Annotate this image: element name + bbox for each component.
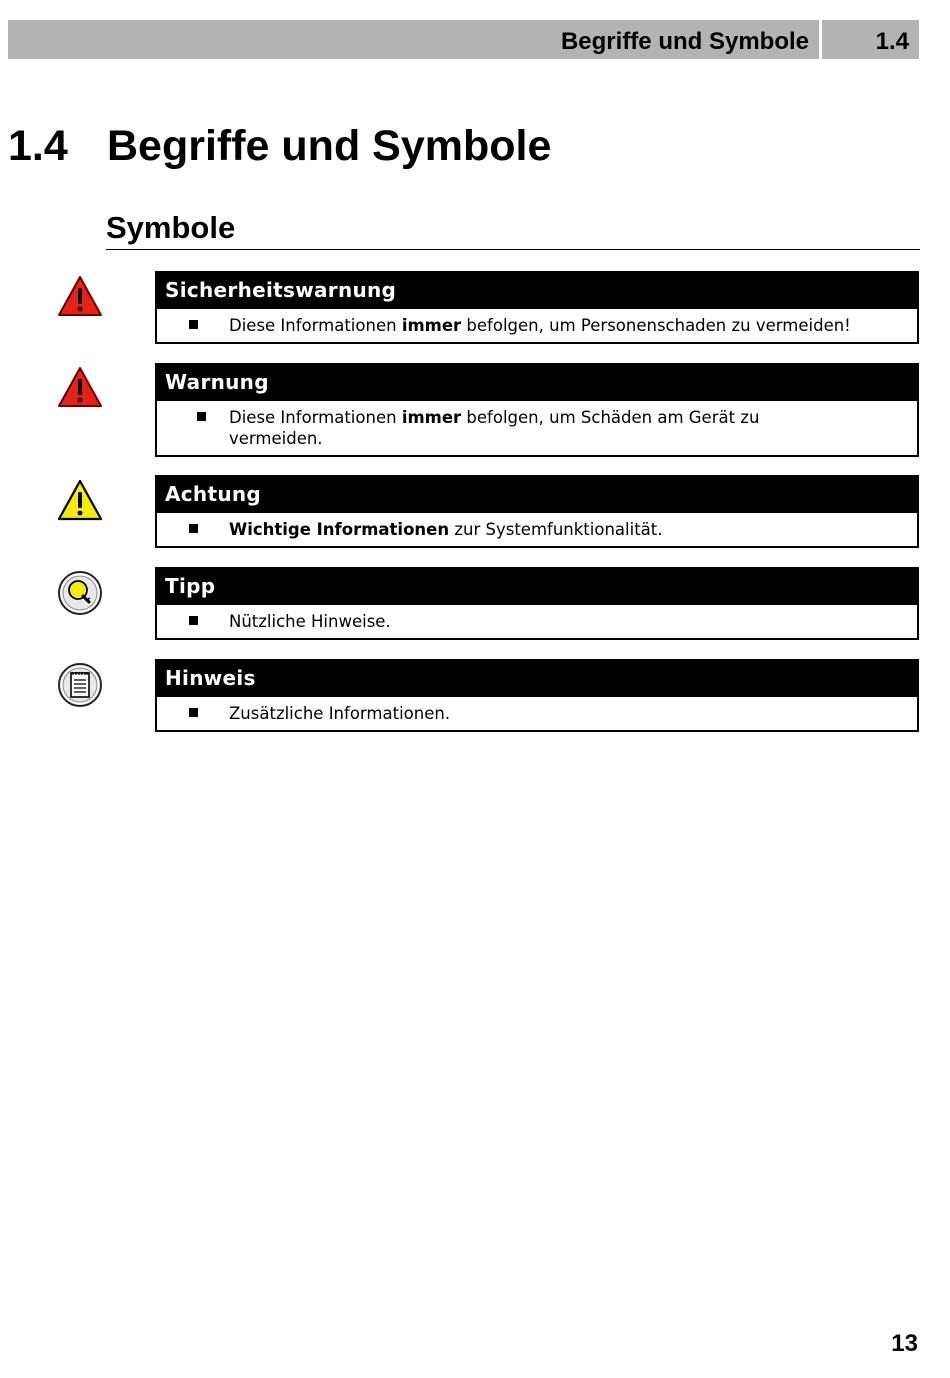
bullet-icon [197,412,206,421]
running-header [8,20,919,59]
notice-title: Warnung [157,365,917,401]
notice-text: Diese Informationen immer befolgen, um Schäden am Gerät zu vermeiden. [157,401,917,455]
subheading: Symbole [106,210,236,245]
subheading-rule [106,249,920,250]
notice-title: Sicherheitswarnung [157,273,917,309]
warning-triangle-yellow-icon [56,477,104,525]
header-section-number: 1.4 [875,28,909,55]
notepad-icon [56,661,104,709]
notice-text: Wichtige Informationen zur Systemfunktionalität. [157,513,917,546]
bullet-icon [189,524,198,533]
header-title: Begriffe und Symbole [560,28,809,55]
notice-title: Tipp [157,569,917,605]
notice-text: Nützliche Hinweise. [157,605,917,638]
notice-safety-warning [155,271,919,344]
notice-text: Diese Informationen immer befolgen, um Personenschaden zu vermeiden! [157,309,917,342]
notice-warning [155,363,919,457]
notice-caution [155,475,919,548]
notice-text: Zusätzliche Informationen. [157,697,917,730]
warning-triangle-red-icon [56,364,104,412]
page-number: 13 [891,1330,918,1357]
section-title: Begriffe und Symbole [107,122,552,170]
notice-tip [155,567,919,640]
bullet-icon [189,616,198,625]
notice-title: Achtung [157,477,917,513]
bullet-icon [189,708,198,717]
section-number: 1.4 [8,122,68,170]
notice-title: Hinweis [157,661,917,697]
warning-triangle-red-icon [56,273,104,321]
lightbulb-icon [56,569,104,617]
notice-note [155,659,919,732]
bullet-icon [189,320,198,329]
